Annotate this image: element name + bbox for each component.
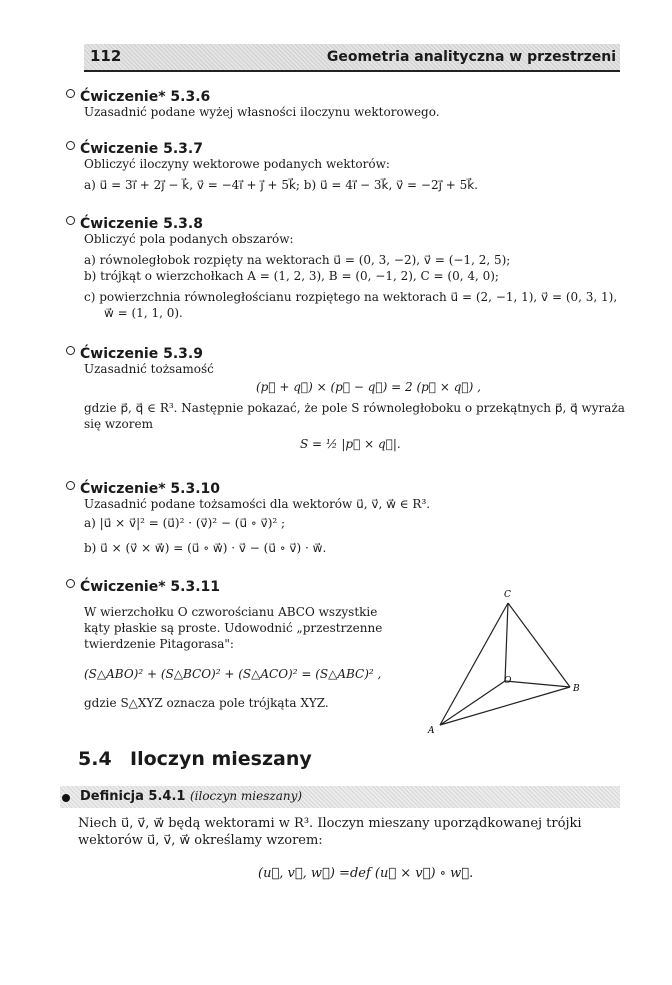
edge-OA: [440, 681, 505, 725]
exercise-5-3-7: [66, 138, 203, 157]
exercise-marker-icon: [66, 216, 75, 225]
exercise-marker-icon: [66, 579, 75, 588]
section-title: Iloczyn mieszany: [130, 748, 312, 770]
vertex-label-A: A: [428, 726, 435, 735]
edge-AB: [440, 687, 570, 725]
edge-OB: [505, 681, 570, 687]
definition-name: Definicja 5.4.1: [80, 789, 186, 804]
exercise-item: a) u⃗ = 3i⃗ + 2j⃗ − k⃗, v⃗ = −4i⃗ + j⃗ + 5k⃗; b) u⃗ = 4i⃗ − 3k⃗, v⃗ = −2j⃗ + 5k⃗.: [84, 178, 478, 192]
exercise-text: Uzasadnić podane wyżej własności iloczynu wektorowego.: [84, 105, 440, 119]
exercise-5-3-8: [66, 213, 203, 232]
exercise-text: Uzasadnić podane tożsamości dla wektorów u⃗, v⃗, w⃗ ∈ R³.: [84, 497, 431, 511]
exercise-5-3-10: [66, 478, 220, 497]
vertex-label-B: B: [573, 684, 580, 694]
running-header: [84, 44, 620, 72]
formula: (p⃗ + q⃗) × (p⃗ − q⃗) = 2 (p⃗ × q⃗) ,: [256, 380, 481, 394]
definition-title: [80, 789, 302, 804]
exercise-item: w⃗ = (1, 1, 0).: [104, 306, 183, 320]
definition-text: Niech u⃗, v⃗, w⃗ będą wektorami w R³. Iloczyn mieszany uporządkowanej trójki: [78, 816, 582, 831]
exercise-item: b) u⃗ × (v⃗ × w⃗) = (u⃗ ∘ w⃗) · v⃗ − (u⃗ ∘ v⃗) · w⃗.: [84, 541, 327, 555]
formula: S = ½ |p⃗ × q⃗|.: [300, 437, 401, 451]
vertex-label-C: C: [504, 590, 511, 600]
definition-text: wektorów u⃗, v⃗, w⃗ określamy wzorem:: [78, 833, 323, 848]
definition-bullet-icon: [62, 794, 70, 802]
exercise-item: a) równoległobok rozpięty na wektorach u⃗ = (0, 3, −2), v⃗ = (−1, 2, 5);: [84, 253, 511, 267]
exercise-text: Obliczyć iloczyny wektorowe podanych wektorów:: [84, 157, 390, 171]
exercise-text: W wierzchołku O czworościanu ABCO wszystkie: [84, 605, 378, 619]
edge-CO: [505, 603, 508, 681]
exercise-text: kąty płaskie są proste. Udowodnić „przestrzenne: [84, 621, 383, 635]
edge-CA: [440, 603, 508, 725]
exercise-5-3-11: [66, 576, 220, 595]
exercise-text: Obliczyć pola podanych obszarów:: [84, 232, 294, 246]
exercise-text: twierdzenie Pitagorasa":: [84, 637, 234, 651]
exercise-title: Ćwiczenie 5.3.9: [80, 346, 203, 362]
exercise-item: b) trójkąt o wierzchołkach A = (1, 2, 3), B = (0, −1, 2), C = (0, 4, 0);: [84, 269, 499, 283]
page-number: 112: [90, 47, 122, 65]
exercise-item: c) powierzchnia równoległościanu rozpiętego na wektorach u⃗ = (2, −1, 1), v⃗ = (0, 3, 1),: [84, 290, 618, 304]
exercise-5-3-9: [66, 343, 203, 362]
running-title: Geometria analityczna w przestrzeni: [326, 49, 616, 65]
exercise-text: Uzasadnić tożsamość: [84, 362, 214, 376]
exercise-marker-icon: [66, 141, 75, 150]
exercise-title: Ćwiczenie 5.3.8: [80, 216, 203, 232]
exercise-text: gdzie p⃗, q⃗ ∈ R³. Następnie pokazać, że pole S równoległoboku o przekątnych p⃗, q⃗ wyraża: [84, 401, 625, 415]
exercise-title: Ćwiczenie* 5.3.10: [80, 481, 221, 497]
vertex-label-O: O: [504, 676, 512, 686]
section-number: 5.4: [78, 748, 112, 770]
exercise-5-3-6: [66, 86, 210, 105]
exercise-marker-icon: [66, 346, 75, 355]
edge-CB: [508, 603, 570, 687]
formula: (S△ABO)² + (S△BCO)² + (S△ACO)² = (S△ABC)² ,: [84, 667, 382, 681]
exercise-item: a) |u⃗ × v⃗|² = (u⃗)² · (v⃗)² − (u⃗ ∘ v⃗)² ;: [84, 516, 286, 530]
exercise-marker-icon: [66, 481, 75, 490]
exercise-title: Ćwiczenie* 5.3.6: [80, 89, 211, 105]
exercise-title: Ćwiczenie 5.3.7: [80, 141, 203, 157]
definition-subtitle: (iloczyn mieszany): [189, 789, 303, 803]
section-heading: [78, 748, 312, 770]
exercise-text: się wzorem: [84, 417, 153, 431]
tetrahedron-figure: [420, 585, 590, 735]
definition-formula: (u⃗, v⃗, w⃗) =def (u⃗ × v⃗) ∘ w⃗.: [258, 866, 474, 881]
exercise-marker-icon: [66, 89, 75, 98]
exercise-text: gdzie S△XYZ oznacza pole trójkąta XYZ.: [84, 696, 329, 710]
exercise-title: Ćwiczenie* 5.3.11: [80, 579, 221, 595]
